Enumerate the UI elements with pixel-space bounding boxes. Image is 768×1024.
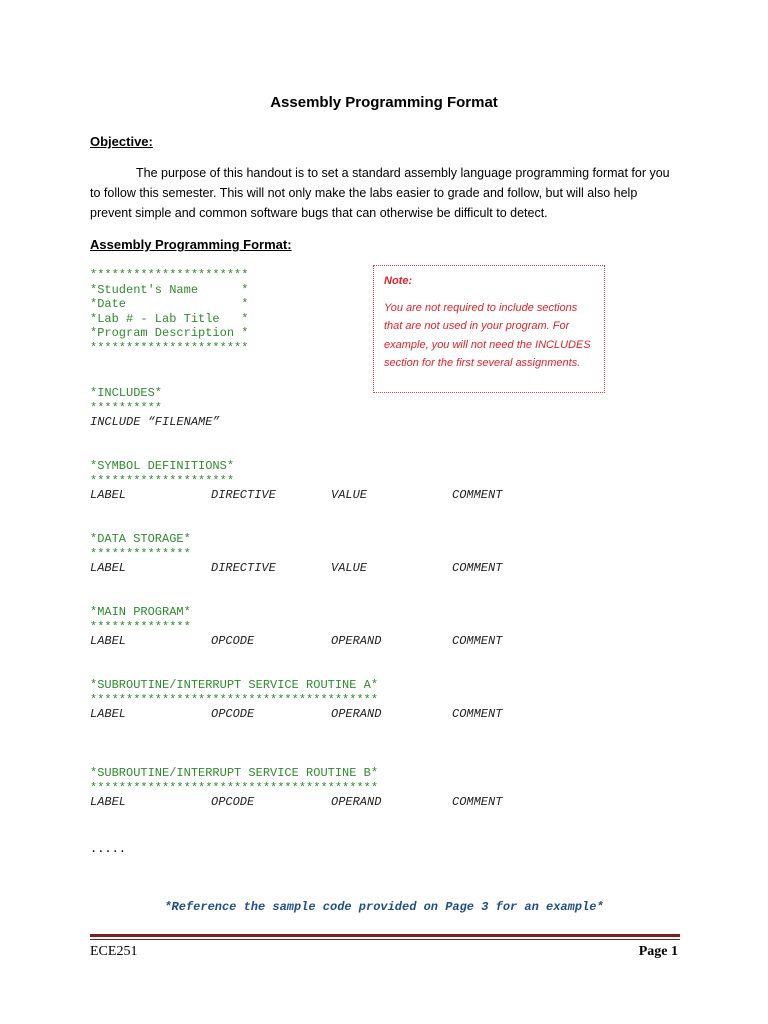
subroutine-b-section xyxy=(90,766,503,810)
format-heading: Assembly Programming Format: xyxy=(90,237,292,252)
section-title: *DATA STORAGE* xyxy=(90,532,191,546)
header-box-line: *Lab # - Lab Title * xyxy=(90,311,249,326)
note-text: You are not required to include sections that are not used in your program. For example, you will not need the INCLUDES section for the first several assignments. xyxy=(384,301,591,369)
column-row xyxy=(90,634,503,649)
include-line: INCLUDE “FILENAME” xyxy=(90,415,220,430)
column-opcode: OPCODE xyxy=(211,795,255,810)
section-stars: ************** xyxy=(90,619,191,634)
footer-rule xyxy=(90,934,680,937)
section-stars: ********** xyxy=(90,400,163,415)
ellipsis-block xyxy=(90,842,126,857)
column-comment: COMMENT xyxy=(452,561,503,576)
header-box-line: *Program Description * xyxy=(90,326,249,341)
header-box-line: ********************** xyxy=(90,340,249,355)
column-label: LABEL xyxy=(90,634,127,649)
column-opcode: OPCODE xyxy=(211,707,255,722)
header-comment-block xyxy=(90,268,248,356)
note-title: Note: xyxy=(384,275,413,287)
reference-note: *Reference the sample code provided on Page 3 for an example* xyxy=(164,900,604,914)
main-program-section xyxy=(90,605,503,649)
column-row xyxy=(90,707,503,722)
column-row xyxy=(90,488,503,503)
column-label: LABEL xyxy=(90,795,127,810)
column-comment: COMMENT xyxy=(452,488,503,503)
column-label: LABEL xyxy=(90,707,127,722)
objective-paragraph: The purpose of this handout is to set a standard assembly language programming format for you to follow this semester. This will not only make the labs easier to grade and follow, but will also help prevent simple and common software bugs that can otherwise be difficult to detect. xyxy=(90,166,670,220)
objective-heading: Objective: xyxy=(90,134,153,149)
header-box-line: *Date * xyxy=(90,297,249,312)
column-comment: COMMENT xyxy=(452,634,503,649)
column-directive: DIRECTIVE xyxy=(211,488,276,503)
column-row xyxy=(90,795,503,810)
symbol-definitions-section xyxy=(90,459,503,503)
column-row xyxy=(90,561,503,576)
section-title: *INCLUDES* xyxy=(90,386,163,400)
column-operand: OPERAND xyxy=(331,707,382,722)
column-comment: COMMENT xyxy=(452,707,503,722)
section-stars: ************** xyxy=(90,546,191,561)
column-label: LABEL xyxy=(90,561,127,576)
section-title: *SUBROUTINE/INTERRUPT SERVICE ROUTINE B* xyxy=(90,766,379,780)
section-stars: **************************************** xyxy=(90,692,379,707)
subroutine-a-section xyxy=(90,678,503,722)
section-stars: **************************************** xyxy=(90,780,379,795)
column-directive: DIRECTIVE xyxy=(211,561,276,576)
column-label: LABEL xyxy=(90,488,127,503)
footer-page-number: Page 1 xyxy=(638,944,678,959)
page-title: Assembly Programming Format xyxy=(270,94,498,111)
note-box xyxy=(373,265,605,393)
header-box-line: ********************** xyxy=(90,268,249,282)
column-value: VALUE xyxy=(331,561,368,576)
ellipsis: ..... xyxy=(90,842,127,856)
column-comment: COMMENT xyxy=(452,795,503,810)
column-opcode: OPCODE xyxy=(211,634,255,649)
section-title: *SYMBOL DEFINITIONS* xyxy=(90,459,235,473)
footer-course: ECE251 xyxy=(90,944,138,959)
data-storage-section xyxy=(90,532,503,576)
section-title: *SUBROUTINE/INTERRUPT SERVICE ROUTINE A* xyxy=(90,678,379,692)
section-stars: ******************** xyxy=(90,473,235,488)
column-value: VALUE xyxy=(331,488,368,503)
column-operand: OPERAND xyxy=(331,795,382,810)
header-box-line: *Student's Name * xyxy=(90,282,249,297)
footer-rule xyxy=(90,939,680,940)
section-title: *MAIN PROGRAM* xyxy=(90,605,191,619)
column-operand: OPERAND xyxy=(331,634,382,649)
includes-section xyxy=(90,386,220,430)
